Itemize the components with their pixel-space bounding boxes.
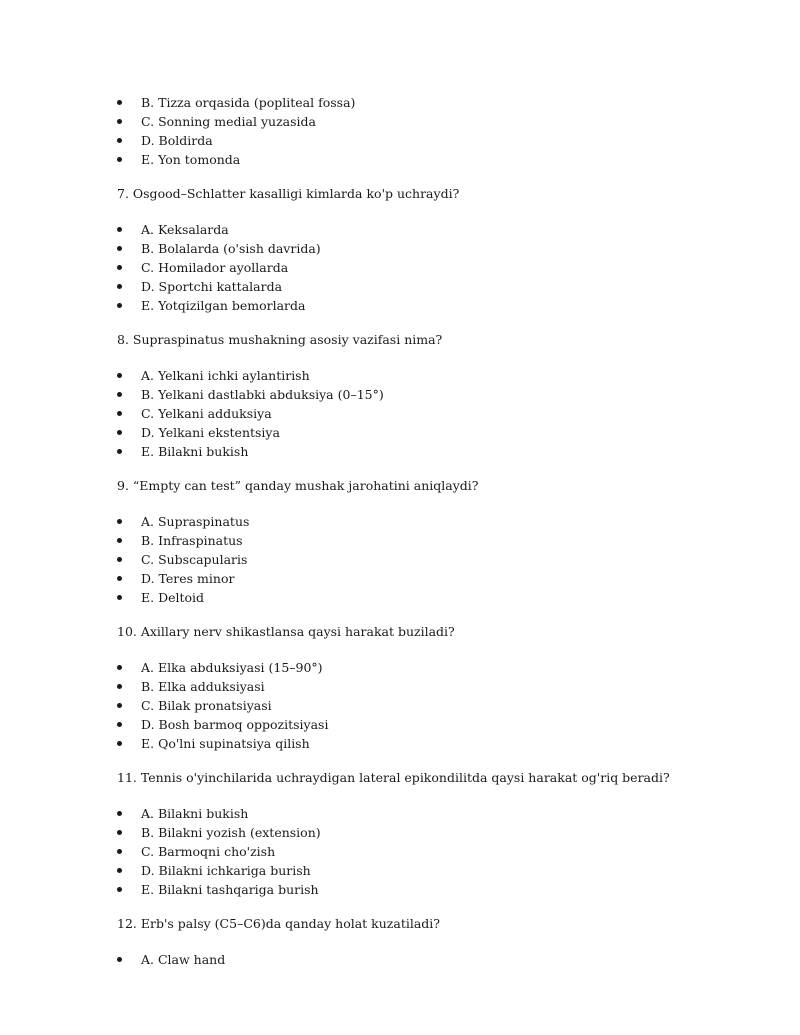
option-item [117,531,737,550]
question-10: 10. Axillary nerv shikastlansa qaysi harakat buziladi? [117,624,455,639]
option-text: B. Bilakni yozish (extension) [141,825,321,840]
bullet-icon [117,284,122,289]
option-list-10 [117,658,737,753]
option-text: B. Infraspinatus [141,533,243,548]
option-text: B. Bolalarda (o'sish davrida) [141,241,321,256]
option-item [117,423,737,442]
option-item [117,258,737,277]
bullet-icon [117,703,122,708]
option-text: D. Yelkani ekstentsiya [141,425,280,440]
option-item [117,385,737,404]
bullet-icon [117,430,122,435]
bullet-icon [117,684,122,689]
bullet-icon [117,741,122,746]
option-text: C. Barmoqni cho'zish [141,844,276,859]
option-list-11 [117,804,737,899]
option-item [117,366,737,385]
bullet-icon [117,665,122,670]
bullet-icon [117,373,122,378]
option-item [117,93,737,112]
option-item [117,296,737,315]
option-text: A. Elka abduksiyasi (15–90°) [141,660,323,675]
option-text: E. Qo'lni supinatsiya qilish [141,736,310,751]
bullet-icon [117,830,122,835]
option-text: D. Bosh barmoq oppozitsiyasi [141,717,329,732]
option-text: D. Teres minor [141,571,235,586]
bullet-icon [117,100,122,105]
bullet-icon [117,246,122,251]
option-item [117,823,737,842]
option-text: C. Sonning medial yuzasida [141,114,316,129]
bullet-icon [117,303,122,308]
option-item [117,804,737,823]
bullet-icon [117,887,122,892]
bullet-icon [117,538,122,543]
option-item [117,550,737,569]
bullet-icon [117,849,122,854]
option-item [117,442,737,461]
bullet-icon [117,449,122,454]
option-list-8 [117,366,737,461]
option-item [117,715,737,734]
bullet-icon [117,119,122,124]
option-item [117,239,737,258]
bullet-icon [117,722,122,727]
option-text: A. Yelkani ichki aylantirish [141,368,310,383]
option-item [117,569,737,588]
option-item [117,512,737,531]
bullet-icon [117,265,122,270]
option-text: B. Tizza orqasida (popliteal fossa) [141,95,356,110]
bullet-icon [117,157,122,162]
option-text: A. Bilakni bukish [141,806,249,821]
option-text: C. Yelkani adduksiya [141,406,272,421]
option-item [117,677,737,696]
question-11: 11. Tennis o'yinchilarida uchraydigan lateral epikondilitda qaysi harakat og'riq beradi? [117,770,670,785]
option-text: C. Subscapularis [141,552,248,567]
question-9: 9. “Empty can test” qanday mushak jarohatini aniqlaydi? [117,478,479,493]
option-item [117,861,737,880]
question-12: 12. Erb's palsy (C5–C6)da qanday holat kuzatiladi? [117,916,440,931]
question-8: 8. Supraspinatus mushakning asosiy vazifasi nima? [117,332,443,347]
option-text: E. Bilakni tashqariga burish [141,882,319,897]
option-item [117,588,737,607]
option-item [117,220,737,239]
bullet-icon [117,557,122,562]
bullet-icon [117,595,122,600]
option-text: A. Supraspinatus [141,514,250,529]
option-text: A. Claw hand [141,952,226,967]
option-text: C. Homilador ayollarda [141,260,289,275]
continued-option-list [117,93,737,169]
option-item [117,950,737,969]
option-item [117,734,737,753]
option-item [117,658,737,677]
option-list-7 [117,220,737,315]
bullet-icon [117,519,122,524]
option-item [117,150,737,169]
option-text: C. Bilak pronatsiyasi [141,698,272,713]
option-text: D. Boldirda [141,133,213,148]
option-text: D. Bilakni ichkariga burish [141,863,311,878]
option-text: B. Elka adduksiyasi [141,679,265,694]
option-list-12 [117,950,737,969]
option-text: D. Sportchi kattalarda [141,279,283,294]
bullet-icon [117,138,122,143]
option-item [117,696,737,715]
question-7: 7. Osgood–Schlatter kasalligi kimlarda ko'p uchraydi? [117,186,460,201]
option-text: A. Keksalarda [141,222,229,237]
bullet-icon [117,957,122,962]
bullet-icon [117,411,122,416]
option-list-9 [117,512,737,607]
option-text: E. Yotqizilgan bemorlarda [141,298,306,313]
option-text: E. Deltoid [141,590,205,605]
option-item [117,842,737,861]
option-item [117,880,737,899]
option-item [117,404,737,423]
document-content [117,93,737,969]
bullet-icon [117,392,122,397]
option-item [117,131,737,150]
bullet-icon [117,868,122,873]
option-text: E. Yon tomonda [141,152,241,167]
bullet-icon [117,227,122,232]
bullet-icon [117,576,122,581]
option-item [117,277,737,296]
bullet-icon [117,811,122,816]
option-item [117,112,737,131]
option-text: E. Bilakni bukish [141,444,249,459]
option-text: B. Yelkani dastlabki abduksiya (0–15°) [141,387,384,402]
